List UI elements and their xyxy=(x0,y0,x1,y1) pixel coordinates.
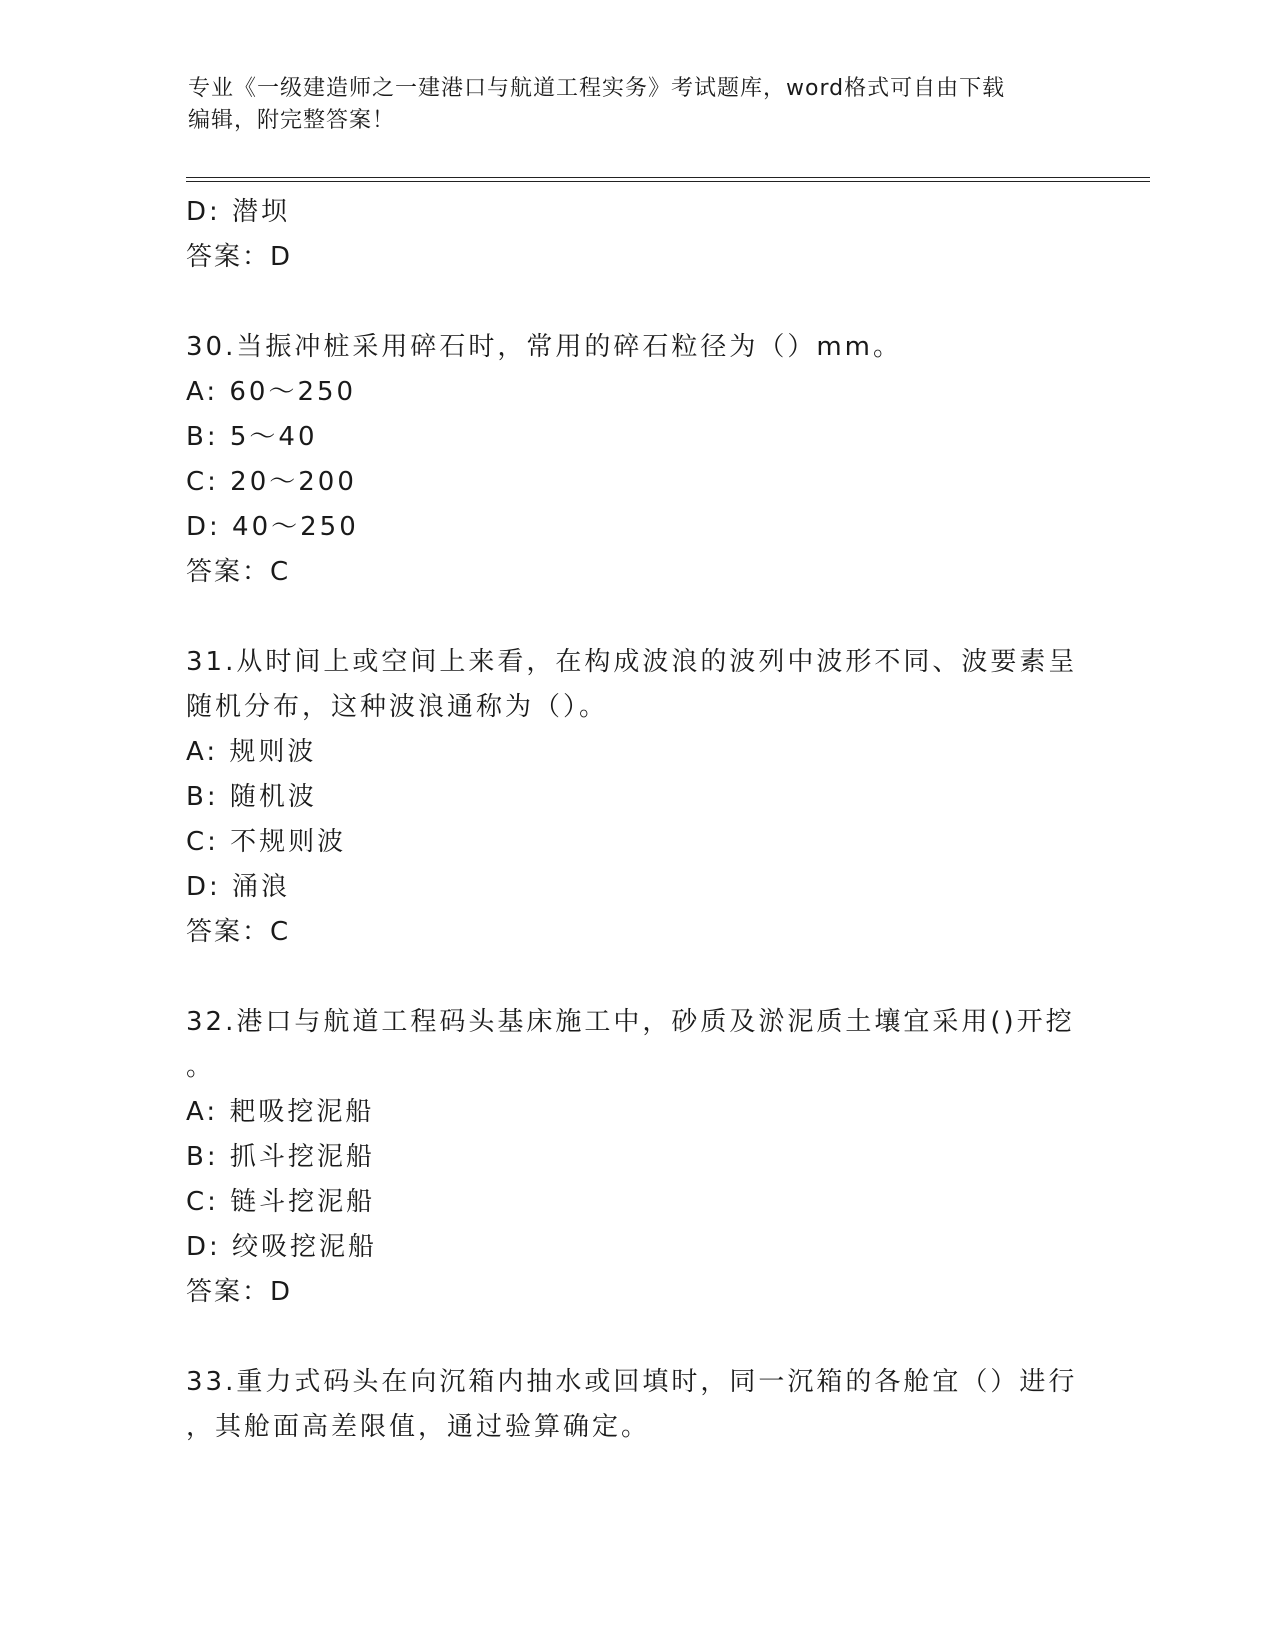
question-stem-continued: ，其舱面高差限值，通过验算确定。 xyxy=(186,1412,651,1442)
page-header xyxy=(188,73,1088,137)
option-b: B: 抓斗挖泥船 xyxy=(186,1142,375,1172)
question-stem: 30.当振冲桩采用碎石时，常用的碎石粒径为（）mm。 xyxy=(186,332,903,362)
question-stem-continued: 。 xyxy=(186,1052,216,1082)
option-d: D: 40～250 xyxy=(186,512,359,542)
question-block-30 xyxy=(186,325,1086,595)
option-d: D: 涌浪 xyxy=(186,872,291,902)
carryover-answer: 答案：D xyxy=(186,242,293,272)
header-divider xyxy=(186,177,1150,182)
header-line-1: 专业《一级建造师之一建港口与航道工程实务》考试题库，word格式可自由下载 xyxy=(188,76,1006,101)
spacer xyxy=(186,1315,1086,1360)
question-block-32 xyxy=(186,1000,1086,1315)
option-d: D: 绞吸挖泥船 xyxy=(186,1232,378,1262)
option-a: A: 规则波 xyxy=(186,737,317,767)
question-stem: 32.港口与航道工程码头基床施工中，砂质及淤泥质土壤宜采用()开挖 xyxy=(186,1007,1075,1037)
spacer xyxy=(186,595,1086,640)
question-block-33 xyxy=(186,1360,1086,1450)
question-block-31 xyxy=(186,640,1086,955)
answer-line: 答案：D xyxy=(186,1277,293,1307)
option-c: C: 链斗挖泥船 xyxy=(186,1187,376,1217)
option-b: B: 随机波 xyxy=(186,782,317,812)
carryover-option-d: D: 潜坝 xyxy=(186,197,291,227)
question-content xyxy=(186,190,1086,1450)
option-a: A: 60～250 xyxy=(186,377,357,407)
answer-line: 答案：C xyxy=(186,917,291,947)
question-stem: 31.从时间上或空间上来看，在构成波浪的波列中波形不同、波要素呈 xyxy=(186,647,1078,677)
option-c: C: 不规则波 xyxy=(186,827,347,857)
question-stem: 33.重力式码头在向沉箱内抽水或回填时，同一沉箱的各舱宜（）进行 xyxy=(186,1367,1078,1397)
option-b: B: 5～40 xyxy=(186,422,318,452)
header-line-2: 编辑，附完整答案！ xyxy=(188,108,396,133)
question-stem-continued: 随机分布，这种波浪通称为（）。 xyxy=(186,692,609,722)
option-a: A: 耙吸挖泥船 xyxy=(186,1097,375,1127)
option-c: C: 20～200 xyxy=(186,467,357,497)
answer-line: 答案：C xyxy=(186,557,291,587)
spacer xyxy=(186,955,1086,1000)
spacer xyxy=(186,280,1086,325)
